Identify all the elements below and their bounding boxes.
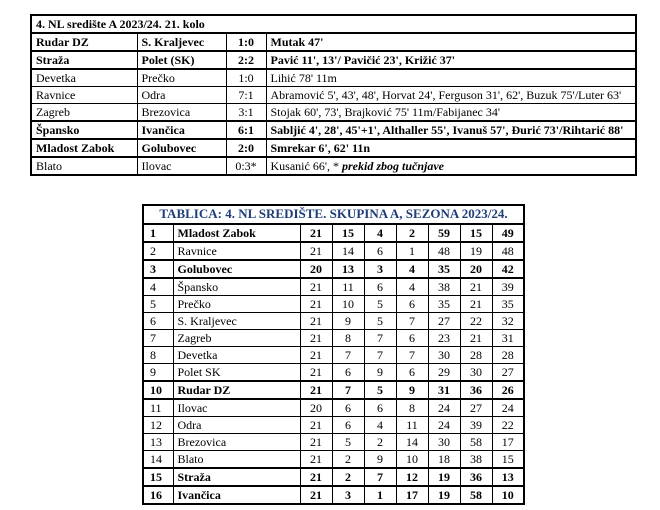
team-name-cell: Ivančica [173, 486, 300, 504]
results-table [30, 14, 637, 176]
team-name-cell: Polet SK [173, 364, 300, 382]
losses-cell: 10 [396, 451, 428, 469]
losses-cell: 8 [396, 399, 428, 417]
points-cell: 10 [492, 486, 524, 504]
goals-for-cell: 35 [428, 296, 460, 313]
losses-cell: 7 [396, 347, 428, 364]
scorers-text: Sabljić 4', 28', 45'+1', Althaller 55', Ivanuš 57', Đurić 73'/Rihtarić 88' [270, 123, 624, 137]
position-cell: 1 [143, 224, 173, 242]
games-played-cell: 21 [300, 278, 332, 296]
losses-cell: 14 [396, 434, 428, 451]
points-cell: 24 [492, 399, 524, 417]
wins-cell: 10 [332, 296, 364, 313]
team-name-cell: Zagreb [173, 330, 300, 347]
position-cell: 9 [143, 364, 173, 382]
results-title: 4. NL središte A 2023/24. 21. kolo [31, 15, 636, 33]
team-name-cell: Mladost Zabok [173, 224, 300, 242]
match-row [31, 51, 636, 69]
draws-cell: 7 [364, 468, 396, 486]
games-played-cell: 21 [300, 451, 332, 469]
team-name-cell: Špansko [173, 278, 300, 296]
points-cell: 31 [492, 330, 524, 347]
goals-for-cell: 35 [428, 260, 460, 278]
score-cell: 7:1 [226, 87, 266, 104]
match-row [31, 104, 636, 122]
scorers-text: Smrekar 6', 62' 11n [270, 141, 371, 155]
standings-row [143, 468, 524, 486]
position-cell: 3 [143, 260, 173, 278]
score-cell: 2:0 [226, 139, 266, 157]
position-cell: 2 [143, 242, 173, 260]
score-cell: 6:1 [226, 121, 266, 139]
goals-for-cell: 29 [428, 364, 460, 382]
home-team-cell: Blato [31, 157, 137, 175]
match-row [31, 139, 636, 157]
losses-cell: 12 [396, 468, 428, 486]
goals-for-cell: 38 [428, 278, 460, 296]
score-cell: 1:0 [226, 69, 266, 87]
draws-cell: 9 [364, 364, 396, 382]
losses-cell: 6 [396, 364, 428, 382]
wins-cell: 2 [332, 468, 364, 486]
goals-for-cell: 59 [428, 224, 460, 242]
away-team-cell: Prečko [137, 69, 226, 87]
goals-against-cell: 39 [460, 417, 492, 434]
draws-cell: 4 [364, 417, 396, 434]
team-name-cell: S. Kraljevec [173, 313, 300, 330]
losses-cell: 2 [396, 224, 428, 242]
standings-row [143, 381, 524, 399]
standings-row [143, 434, 524, 451]
abandoned-note: prekid zbog tučnjave [341, 159, 444, 173]
goals-for-cell: 18 [428, 451, 460, 469]
wins-cell: 6 [332, 417, 364, 434]
goals-for-cell: 31 [428, 381, 460, 399]
standings-row [143, 417, 524, 434]
team-name-cell: Ravnice [173, 242, 300, 260]
away-team-cell: Ilovac [137, 157, 226, 175]
goals-against-cell: 15 [460, 224, 492, 242]
scorers-cell [266, 104, 636, 122]
standings-row [143, 260, 524, 278]
wins-cell: 6 [332, 364, 364, 382]
match-row [31, 69, 636, 87]
team-name-cell: Ilovac [173, 399, 300, 417]
standings-row [143, 296, 524, 313]
losses-cell: 7 [396, 313, 428, 330]
standings-title-row [143, 205, 524, 224]
goals-against-cell: 19 [460, 242, 492, 260]
wins-cell: 7 [332, 347, 364, 364]
goals-against-cell: 21 [460, 278, 492, 296]
goals-for-cell: 24 [428, 399, 460, 417]
games-played-cell: 21 [300, 313, 332, 330]
scorers-cell [266, 51, 636, 69]
losses-cell: 11 [396, 417, 428, 434]
standings-row [143, 399, 524, 417]
wins-cell: 5 [332, 434, 364, 451]
team-name-cell: Golubovec [173, 260, 300, 278]
points-cell: 13 [492, 468, 524, 486]
home-team-cell: Devetka [31, 69, 137, 87]
goals-for-cell: 30 [428, 347, 460, 364]
team-name-cell: Straža [173, 468, 300, 486]
draws-cell: 6 [364, 399, 396, 417]
scorers-cell [266, 69, 636, 87]
games-played-cell: 21 [300, 417, 332, 434]
games-played-cell: 21 [300, 347, 332, 364]
wins-cell: 8 [332, 330, 364, 347]
away-team-cell: S. Kraljevec [137, 33, 226, 51]
points-cell: 22 [492, 417, 524, 434]
games-played-cell: 21 [300, 296, 332, 313]
points-cell: 28 [492, 347, 524, 364]
team-name-cell: Devetka [173, 347, 300, 364]
position-cell: 6 [143, 313, 173, 330]
wins-cell: 15 [332, 224, 364, 242]
wins-cell: 14 [332, 242, 364, 260]
scorers-cell [266, 33, 636, 51]
goals-for-cell: 27 [428, 313, 460, 330]
goals-against-cell: 28 [460, 347, 492, 364]
points-cell: 39 [492, 278, 524, 296]
position-cell: 15 [143, 468, 173, 486]
team-name-cell: Rudar DZ [173, 381, 300, 399]
position-cell: 13 [143, 434, 173, 451]
wins-cell: 11 [332, 278, 364, 296]
goals-against-cell: 20 [460, 260, 492, 278]
match-row [31, 87, 636, 104]
standings-row [143, 347, 524, 364]
points-cell: 32 [492, 313, 524, 330]
scorers-text: Abramović 5', 43', 48', Horvat 24', Ferguson 31', 62', Buzuk 75'/Luter 63' [270, 88, 622, 102]
games-played-cell: 21 [300, 381, 332, 399]
standings-row [143, 486, 524, 504]
draws-cell: 5 [364, 296, 396, 313]
losses-cell: 6 [396, 330, 428, 347]
position-cell: 8 [143, 347, 173, 364]
wins-cell: 7 [332, 381, 364, 399]
position-cell: 4 [143, 278, 173, 296]
games-played-cell: 21 [300, 468, 332, 486]
standings-row [143, 242, 524, 260]
losses-cell: 17 [396, 486, 428, 504]
scorers-text: Stojak 60', 73', Brajković 75' 11m/Fabijanec 34' [270, 105, 501, 119]
points-cell: 48 [492, 242, 524, 260]
home-team-cell: Ravnice [31, 87, 137, 104]
draws-cell: 7 [364, 347, 396, 364]
games-played-cell: 20 [300, 260, 332, 278]
wins-cell: 3 [332, 486, 364, 504]
wins-cell: 9 [332, 313, 364, 330]
match-row [31, 157, 636, 175]
score-cell: 2:2 [226, 51, 266, 69]
standings-body [143, 205, 524, 504]
goals-against-cell: 22 [460, 313, 492, 330]
goals-for-cell: 19 [428, 486, 460, 504]
position-cell: 7 [143, 330, 173, 347]
points-cell: 49 [492, 224, 524, 242]
goals-against-cell: 36 [460, 381, 492, 399]
games-played-cell: 21 [300, 242, 332, 260]
scorers-text: Kusanić 66', * [270, 159, 342, 173]
goals-against-cell: 36 [460, 468, 492, 486]
losses-cell: 4 [396, 278, 428, 296]
losses-cell: 4 [396, 260, 428, 278]
goals-for-cell: 19 [428, 468, 460, 486]
points-cell: 15 [492, 451, 524, 469]
away-team-cell: Polet (SK) [137, 51, 226, 69]
team-name-cell: Blato [173, 451, 300, 469]
goals-against-cell: 21 [460, 330, 492, 347]
draws-cell: 5 [364, 313, 396, 330]
draws-cell: 2 [364, 434, 396, 451]
losses-cell: 1 [396, 242, 428, 260]
away-team-cell: Ivančica [137, 121, 226, 139]
position-cell: 11 [143, 399, 173, 417]
standings-title: TABLICA: 4. NL SREDIŠTE. SKUPINA A, SEZONA 2023/24. [143, 205, 524, 224]
results-title-row [31, 15, 636, 33]
away-team-cell: Brezovica [137, 104, 226, 122]
scorers-text: Lihić 78' 11m [270, 71, 337, 85]
home-team-cell: Špansko [31, 121, 137, 139]
team-name-cell: Odra [173, 417, 300, 434]
score-cell: 0:3* [226, 157, 266, 175]
goals-against-cell: 21 [460, 296, 492, 313]
wins-cell: 13 [332, 260, 364, 278]
scorers-cell [266, 87, 636, 104]
draws-cell: 6 [364, 242, 396, 260]
position-cell: 5 [143, 296, 173, 313]
goals-against-cell: 27 [460, 399, 492, 417]
points-cell: 17 [492, 434, 524, 451]
away-team-cell: Golubovec [137, 139, 226, 157]
position-cell: 14 [143, 451, 173, 469]
results-body [31, 15, 636, 175]
scorers-cell [266, 157, 636, 175]
scorers-cell [266, 121, 636, 139]
points-cell: 26 [492, 381, 524, 399]
games-played-cell: 21 [300, 434, 332, 451]
wins-cell: 2 [332, 451, 364, 469]
goals-for-cell: 23 [428, 330, 460, 347]
goals-against-cell: 30 [460, 364, 492, 382]
goals-for-cell: 24 [428, 417, 460, 434]
goals-against-cell: 58 [460, 434, 492, 451]
draws-cell: 4 [364, 224, 396, 242]
games-played-cell: 21 [300, 486, 332, 504]
home-team-cell: Straža [31, 51, 137, 69]
losses-cell: 9 [396, 381, 428, 399]
draws-cell: 5 [364, 381, 396, 399]
goals-against-cell: 58 [460, 486, 492, 504]
score-cell: 3:1 [226, 104, 266, 122]
points-cell: 35 [492, 296, 524, 313]
games-played-cell: 21 [300, 364, 332, 382]
match-row [31, 121, 636, 139]
draws-cell: 9 [364, 451, 396, 469]
home-team-cell: Mladost Zabok [31, 139, 137, 157]
standings-row [143, 313, 524, 330]
scorers-text: Mutak 47' [270, 35, 324, 49]
standings-row [143, 364, 524, 382]
losses-cell: 6 [396, 296, 428, 313]
draws-cell: 3 [364, 260, 396, 278]
standings-row [143, 330, 524, 347]
team-name-cell: Brezovica [173, 434, 300, 451]
match-row [31, 33, 636, 51]
games-played-cell: 21 [300, 330, 332, 347]
standings-row [143, 224, 524, 242]
scorers-cell [266, 139, 636, 157]
draws-cell: 1 [364, 486, 396, 504]
goals-against-cell: 38 [460, 451, 492, 469]
draws-cell: 6 [364, 278, 396, 296]
score-cell: 1:0 [226, 33, 266, 51]
position-cell: 12 [143, 417, 173, 434]
games-played-cell: 20 [300, 399, 332, 417]
goals-for-cell: 48 [428, 242, 460, 260]
standings-row [143, 278, 524, 296]
home-team-cell: Zagreb [31, 104, 137, 122]
wins-cell: 6 [332, 399, 364, 417]
games-played-cell: 21 [300, 224, 332, 242]
draws-cell: 7 [364, 330, 396, 347]
points-cell: 27 [492, 364, 524, 382]
position-cell: 10 [143, 381, 173, 399]
home-team-cell: Rudar DZ [31, 33, 137, 51]
away-team-cell: Odra [137, 87, 226, 104]
position-cell: 16 [143, 486, 173, 504]
team-name-cell: Prečko [173, 296, 300, 313]
standings-table [142, 204, 525, 505]
scorers-text: Pavić 11', 13'/ Pavičić 23', Križić 37' [270, 53, 456, 67]
standings-row [143, 451, 524, 469]
points-cell: 42 [492, 260, 524, 278]
goals-for-cell: 30 [428, 434, 460, 451]
